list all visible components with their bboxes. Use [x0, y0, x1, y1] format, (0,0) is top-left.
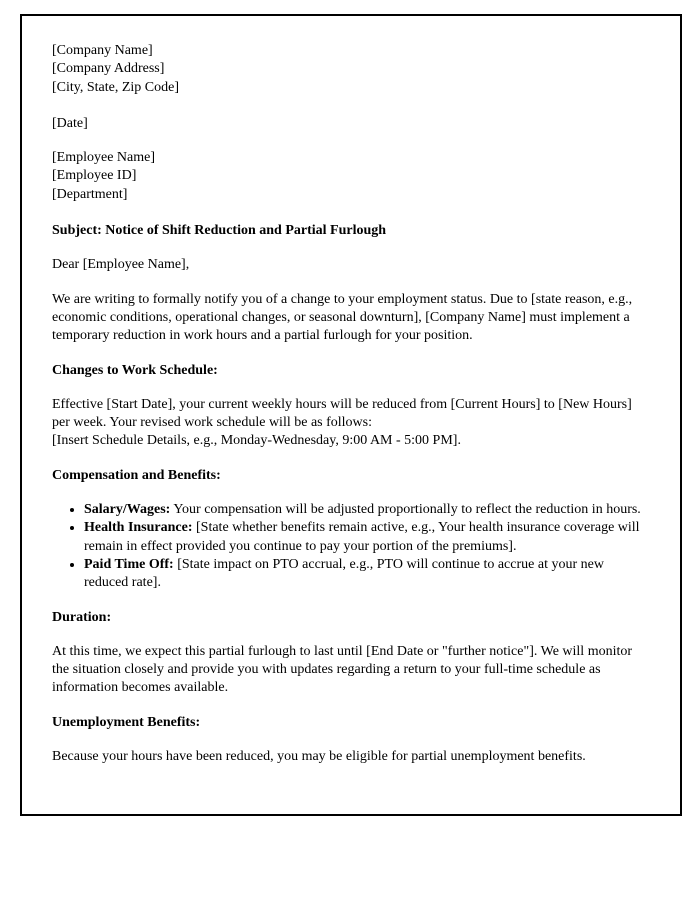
list-item [84, 519, 650, 556]
duration-paragraph: At this time, we expect this partial furlough to last until [End Date or "further notice"]. We will monitor the situation closely and provide you with updates regarding a return to your full-time schedule as information becomes available. [52, 643, 633, 696]
benefits-list [52, 501, 650, 592]
employee-block [52, 149, 650, 204]
date-line: [Date] [52, 115, 88, 131]
employee-name-line: [Employee Name] [52, 150, 156, 166]
duration-heading: Duration: [52, 609, 112, 625]
bullet-label: Paid Time Off: [84, 556, 174, 572]
schedule-body-text: Effective [Start Date], your current weekly hours will be reduced from [Current Hours] to [New Hours] per week. Your revised work schedule will be as follows: [52, 396, 632, 431]
bullet-label: Salary/Wages: [84, 502, 171, 518]
company-address-block [52, 42, 650, 97]
bullet-text: [State whether benefits remain active, e.g., Your health insurance coverage will remain in effect provided you continue to pay your portion of the premiums]. [84, 520, 640, 554]
unemployment-paragraph: Because your hours have been reduced, you may be eligible for partial unemployment benefits. [52, 749, 586, 765]
intro-paragraph: We are writing to formally notify you of a change to your employment status. Due to [state reason, e.g., economic conditions, operational changes, or seasonal downturn], [Company Name] must implement a temporary reduction in work hours and a partial furlough for your position. [52, 291, 633, 344]
unemployment-heading: Unemployment Benefits: [52, 714, 201, 730]
letter-page [20, 14, 682, 816]
salutation: Dear [Employee Name], [52, 257, 190, 273]
list-item [84, 556, 650, 593]
schedule-heading: Changes to Work Schedule: [52, 362, 218, 378]
schedule-details-text: [Insert Schedule Details, e.g., Monday-Wednesday, 9:00 AM - 5:00 PM]. [52, 433, 461, 449]
company-address-line: [Company Address] [52, 61, 165, 77]
company-city-line: [City, State, Zip Code] [52, 79, 180, 95]
bullet-text: [State impact on PTO accrual, e.g., PTO will continue to accrue at your new reduced rate]. [84, 556, 604, 591]
subject-line: Subject: Notice of Shift Reduction and Partial Furlough [52, 223, 387, 239]
employee-department-line: [Department] [52, 186, 128, 202]
bullet-label: Health Insurance: [84, 520, 193, 536]
bullet-text: Your compensation will be adjusted proportionally to reflect the reduction in hours. [170, 502, 641, 518]
compensation-heading: Compensation and Benefits: [52, 467, 221, 483]
list-item [84, 501, 650, 519]
schedule-paragraph [52, 396, 650, 451]
company-name-line: [Company Name] [52, 43, 153, 58]
employee-id-line: [Employee ID] [52, 168, 137, 184]
